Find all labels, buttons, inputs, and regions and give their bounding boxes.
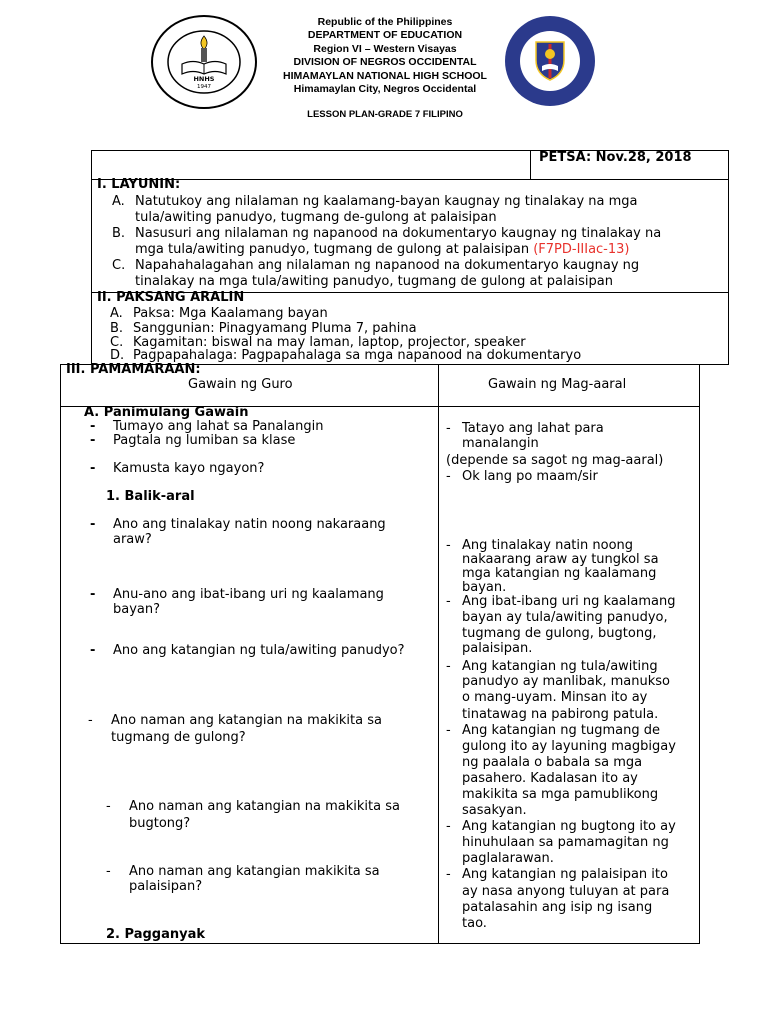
student-answer: bayan. bbox=[462, 580, 507, 595]
guro-question: bayan? bbox=[113, 602, 161, 617]
bullet: - bbox=[90, 587, 96, 602]
paksa-item-d: Pagpapahalaga: Pagpapahalaga sa mga napanood na dokumentaryo bbox=[133, 348, 582, 363]
column-header-guro: Gawain ng Guro bbox=[188, 377, 293, 392]
guro-question: araw? bbox=[113, 532, 152, 547]
layunin-marker-a: A. bbox=[112, 194, 125, 209]
student-answer: ay nasa anyong tuluyan at para bbox=[462, 884, 670, 899]
column-header-mag-aaral: Gawain ng Mag-aaral bbox=[488, 377, 627, 392]
guro-item: Tumayo ang lahat sa Panalangin bbox=[113, 419, 324, 434]
layunin-item-a-line1: Natutukoy ang nilalaman ng kaalamang-bayan kaugnay ng tinalakay na mga bbox=[135, 194, 638, 209]
paksa-heading: II. PAKSANG ARALIN bbox=[97, 290, 245, 305]
header-line: HIMAMAYLAN NATIONAL HIGH SCHOOL bbox=[283, 69, 487, 82]
paksa-marker-b: B. bbox=[110, 321, 124, 336]
layunin-item-c-line2: tinalakay na mga tula/awiting panudyo, tugmang de gulong at palaisipan bbox=[135, 274, 613, 289]
section-panimulang-gawain: A. Panimulang Gawain bbox=[84, 405, 249, 420]
paksa-item-a: Paksa: Mga Kaalamang bayan bbox=[133, 306, 328, 321]
layunin-item-b-text: mga tula/awiting panudyo, tugmang de gulong at palaisipan bbox=[135, 242, 530, 257]
header-line: Himamaylan City, Negros Occidental bbox=[293, 83, 477, 96]
student-answer: tao. bbox=[462, 916, 487, 931]
bullet: - bbox=[446, 538, 451, 553]
bullet: - bbox=[446, 659, 451, 674]
student-response: manalangin bbox=[462, 436, 539, 451]
layunin-heading: I. LAYUNIN: bbox=[97, 177, 181, 192]
svg-text:HNHS: HNHS bbox=[193, 75, 215, 83]
paksa-marker-c: C. bbox=[110, 335, 124, 350]
deped-seal bbox=[502, 14, 598, 108]
student-answer: panudyo ay manlibak, manukso bbox=[462, 674, 670, 689]
header-line: DEPARTMENT OF EDUCATION bbox=[307, 29, 463, 42]
student-response: Ok lang po maam/sir bbox=[462, 469, 598, 484]
student-answer: tinatawag na pabirong patula. bbox=[462, 707, 659, 722]
bullet: - bbox=[106, 864, 111, 879]
bullet: - bbox=[446, 421, 451, 436]
bullet: - bbox=[90, 643, 96, 658]
layunin-marker-b: B. bbox=[112, 226, 126, 241]
student-answer: tugmang de gulong, bugtong, bbox=[462, 626, 657, 641]
guro-question: tugmang de gulong? bbox=[111, 730, 246, 745]
header-line: Republic of the Philippines bbox=[317, 16, 453, 28]
bullet: - bbox=[90, 461, 96, 476]
subsection-balik-aral: 1. Balik-aral bbox=[106, 489, 195, 504]
student-answer: Ang katangian ng palaisipan ito bbox=[462, 867, 668, 882]
layunin-item-b-line2 bbox=[135, 242, 629, 258]
guro-question: palaisipan? bbox=[129, 879, 203, 894]
bullet: - bbox=[90, 517, 96, 532]
layunin-item-a-line2: tula/awiting panudyo, tugmang de-gulong at palaisipan bbox=[135, 210, 497, 225]
student-answer: paglalarawan. bbox=[462, 851, 554, 866]
student-answer: hinuhulaan sa pamamagitan ng bbox=[462, 835, 669, 850]
guro-item: Pagtala ng lumiban sa klase bbox=[113, 433, 296, 448]
petsa-divider bbox=[530, 150, 531, 180]
layunin-marker-c: C. bbox=[112, 258, 126, 273]
guro-question: Ano ang tinalakay natin noong nakaraang bbox=[113, 517, 386, 532]
page-title: LESSON PLAN-GRADE 7 FILIPINO bbox=[307, 109, 463, 120]
bullet: - bbox=[446, 469, 451, 484]
paksa-marker-a: A. bbox=[110, 306, 123, 321]
student-answer: Ang katangian ng tula/awiting bbox=[462, 659, 658, 674]
student-answer: mga katangian ng kaalamang bbox=[462, 566, 657, 581]
subsection-pagganyak: 2. Pagganyak bbox=[106, 927, 205, 942]
student-answer: Ang katangian ng bugtong ito ay bbox=[462, 819, 676, 834]
paksa-item-c: Kagamitan: biswal na may laman, laptop, projector, speaker bbox=[133, 335, 526, 350]
student-answer: Ang ibat-ibang uri ng kaalamang bbox=[462, 594, 676, 609]
student-answer: palaisipan. bbox=[462, 641, 533, 656]
header-line: DIVISION OF NEGROS OCCIDENTAL bbox=[293, 56, 477, 69]
guro-question: Ano naman ang katangian na makikita sa bbox=[111, 713, 382, 728]
pamamaraan-heading: III. PAMAMARAAN: bbox=[66, 362, 201, 377]
bullet: - bbox=[446, 594, 451, 609]
student-answer: o mang-uyam. Minsan ito ay bbox=[462, 690, 648, 705]
paksa-marker-d: D. bbox=[110, 348, 125, 363]
student-answer: gulong ito ay layuning magbigay bbox=[462, 739, 676, 754]
student-response: Tatayo ang lahat para bbox=[462, 421, 604, 436]
student-answer: sasakyan. bbox=[462, 803, 527, 818]
layunin-item-b-line1: Nasusuri ang nilalaman ng napanood na dokumentaryo kaugnay ng tinalakay na bbox=[135, 226, 662, 241]
guro-question: Ano ang katangian ng tula/awiting panudyo? bbox=[113, 643, 405, 658]
student-answer: pasahero. Kadalasan ito ay bbox=[462, 771, 638, 786]
student-answer: bayan ay tula/awiting panudyo, bbox=[462, 610, 668, 625]
student-answer: Ang katangian ng tugmang de bbox=[462, 723, 661, 738]
student-answer: makikita sa mga pamublikong bbox=[462, 787, 659, 802]
bullet: - bbox=[106, 799, 111, 814]
bullet: - bbox=[446, 723, 451, 738]
bullet: - bbox=[446, 819, 451, 834]
student-answer: Ang tinalakay natin noong bbox=[462, 538, 634, 553]
svg-text:1947: 1947 bbox=[197, 84, 211, 90]
guro-question: Ano naman ang katangian na makikita sa bbox=[129, 799, 400, 814]
student-answer: nakaarang araw ay tungkol sa bbox=[462, 552, 659, 567]
guro-question: Anu-ano ang ibat-ibang uri ng kaalamang bbox=[113, 587, 384, 602]
bullet: - bbox=[90, 433, 96, 448]
petsa-label: PETSA: Nov.28, 2018 bbox=[539, 150, 692, 165]
paksa-item-b: Sanggunian: Pinagyamang Pluma 7, pahina bbox=[133, 321, 417, 336]
header-line: Region VI – Western Visayas bbox=[313, 42, 457, 55]
bullet: - bbox=[88, 713, 93, 728]
student-response: (depende sa sagot ng mag-aaral) bbox=[446, 453, 664, 468]
column-divider bbox=[438, 364, 439, 944]
student-answer: ng paalala o babala sa mga bbox=[462, 755, 643, 770]
layunin-item-c-line1: Napahahalagahan ang nilalaman ng napanood na dokumentaryo kaugnay ng bbox=[135, 258, 640, 273]
guro-question: Ano naman ang katangian makikita sa bbox=[129, 864, 380, 879]
student-answer: patalasahin ang isip ng isang bbox=[462, 900, 653, 915]
guro-item: Kamusta kayo ngayon? bbox=[113, 461, 265, 476]
header-text bbox=[230, 16, 540, 96]
competency-code: (F7PD-IIIac-13) bbox=[533, 242, 630, 257]
bullet: - bbox=[90, 419, 96, 434]
guro-question: bugtong? bbox=[129, 816, 191, 831]
bullet: - bbox=[446, 867, 451, 882]
